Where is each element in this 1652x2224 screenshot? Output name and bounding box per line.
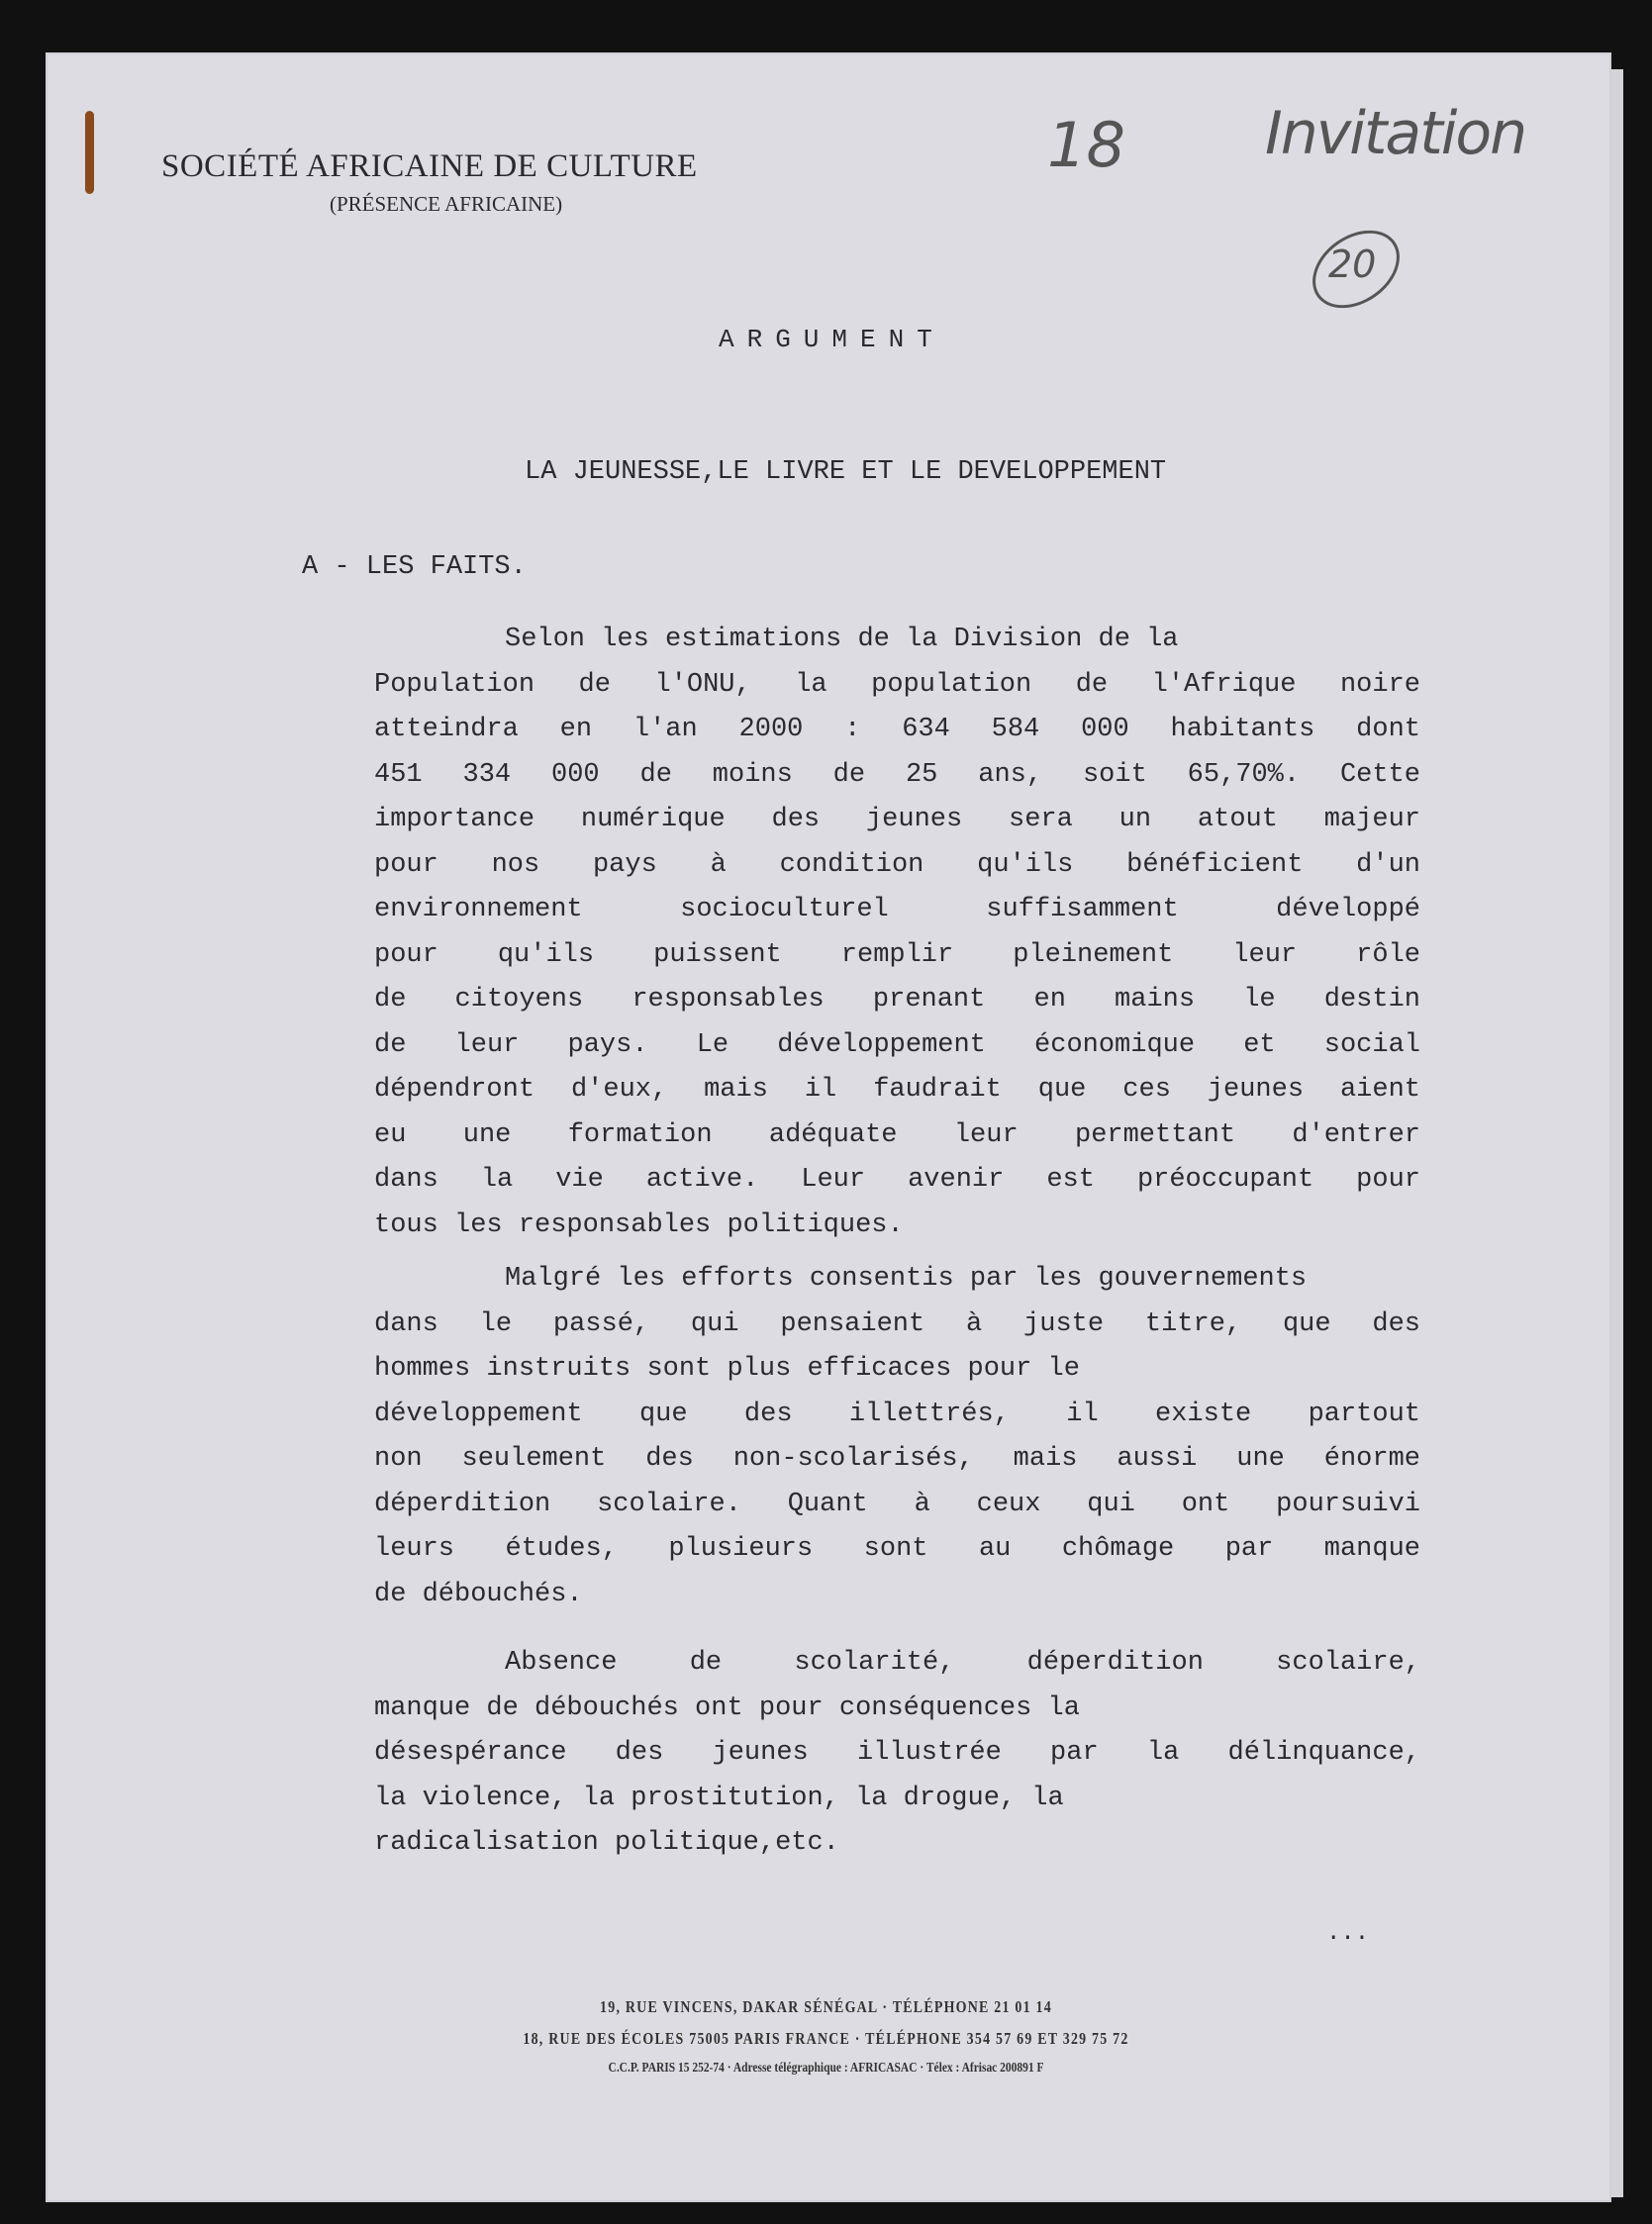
- text-line: hommes instruits sont plus efficaces pour le: [374, 1354, 1080, 1384]
- footer-postal-telex: C.C.P. PARIS 15 252-74 · Adresse télégraphique : AFRICASAC · Télex : Afrisac 200891 F: [608, 2061, 1044, 2076]
- text-line: tous les responsables politiques.: [374, 1209, 904, 1240]
- handwritten-note: Invitation: [1265, 99, 1526, 168]
- document-heading: ARGUMENT: [719, 325, 945, 354]
- text-line: de débouchés.: [374, 1579, 583, 1609]
- text-line: leurs études, plusieurs sont au chômage par manque: [374, 1534, 1420, 1564]
- text-line: développement que des illettrés, il existe partout: [374, 1399, 1420, 1429]
- text-line: dépendront d'eux, mais il faudrait que ces jeunes aient: [374, 1075, 1420, 1105]
- text-line: Malgré les efforts consentis par les gouvernements: [505, 1264, 1308, 1294]
- text-line: déperdition scolaire. Quant à ceux qui ont poursuivi: [374, 1489, 1420, 1519]
- continuation-dots: ...: [1326, 1920, 1370, 1947]
- footer-address-dakar: 19, RUE VINCENS, DAKAR SÉNÉGAL · TÉLÉPHONE 21 01 14: [600, 1997, 1052, 2016]
- text-line: de citoyens responsables prenant en mains le destin: [374, 985, 1420, 1015]
- text-line: Population de l'ONU, la population de l'Afrique noire: [374, 669, 1420, 700]
- text-line: eu une formation adéquate leur permettant d'entrer: [374, 1119, 1420, 1150]
- text-line: de leur pays. Le développement économique et social: [374, 1029, 1420, 1060]
- text-line: manque de débouchés ont pour conséquences la: [374, 1692, 1080, 1723]
- text-line: atteindra en l'an 2000 : 634 584 000 habitants dont: [374, 715, 1420, 744]
- text-line: dans la vie active. Leur avenir est préoccupant pour: [374, 1165, 1420, 1195]
- text-line: non seulement des non-scolarisés, mais aussi une énorme: [374, 1444, 1420, 1474]
- rust-stain: [85, 111, 94, 194]
- organization-subtitle: (PRÉSENCE AFRICAINE): [330, 192, 563, 216]
- text-line: 451 334 000 de moins de 25 ans, soit 65,70%. Cette: [374, 759, 1420, 790]
- paragraph-3: [374, 1641, 1420, 1867]
- organization-name: SOCIÉTÉ AFRICAINE DE CULTURE: [161, 148, 698, 184]
- paragraph-2: [374, 1257, 1441, 1617]
- document-title: LA JEUNESSE,LE LIVRE ET LE DEVELOPPEMENT: [525, 457, 1167, 487]
- handwritten-circled-number: 20: [1328, 242, 1377, 286]
- text-line: pour nos pays à condition qu'ils bénéficient d'un: [374, 849, 1420, 880]
- paragraph-1: [374, 618, 1420, 1248]
- text-line: radicalisation politique,etc.: [374, 1828, 839, 1858]
- text-line: désespérance des jeunes illustrée par la délinquance,: [374, 1738, 1420, 1768]
- text-line: Selon les estimations de la Division de la: [505, 625, 1179, 654]
- text-line: pour qu'ils puissent remplir pleinement leur rôle: [374, 939, 1420, 970]
- footer-address-paris: 18, RUE DES ÉCOLES 75005 PARIS FRANCE · TÉLÉPHONE 354 57 69 ET 329 75 72: [523, 2029, 1129, 2048]
- text-line: dans le passé, qui pensaient à juste titre, que des: [374, 1308, 1420, 1339]
- text-line: la violence, la prostitution, la drogue, la: [374, 1783, 1064, 1813]
- text-line: importance numérique des jeunes sera un atout majeur: [374, 805, 1420, 834]
- text-line: environnement socioculturel suffisamment développé: [374, 895, 1420, 924]
- text-line: Absence de scolarité, déperdition scolaire,: [505, 1648, 1420, 1678]
- section-heading: A - LES FAITS.: [302, 552, 527, 582]
- handwritten-number: 18: [1047, 109, 1125, 181]
